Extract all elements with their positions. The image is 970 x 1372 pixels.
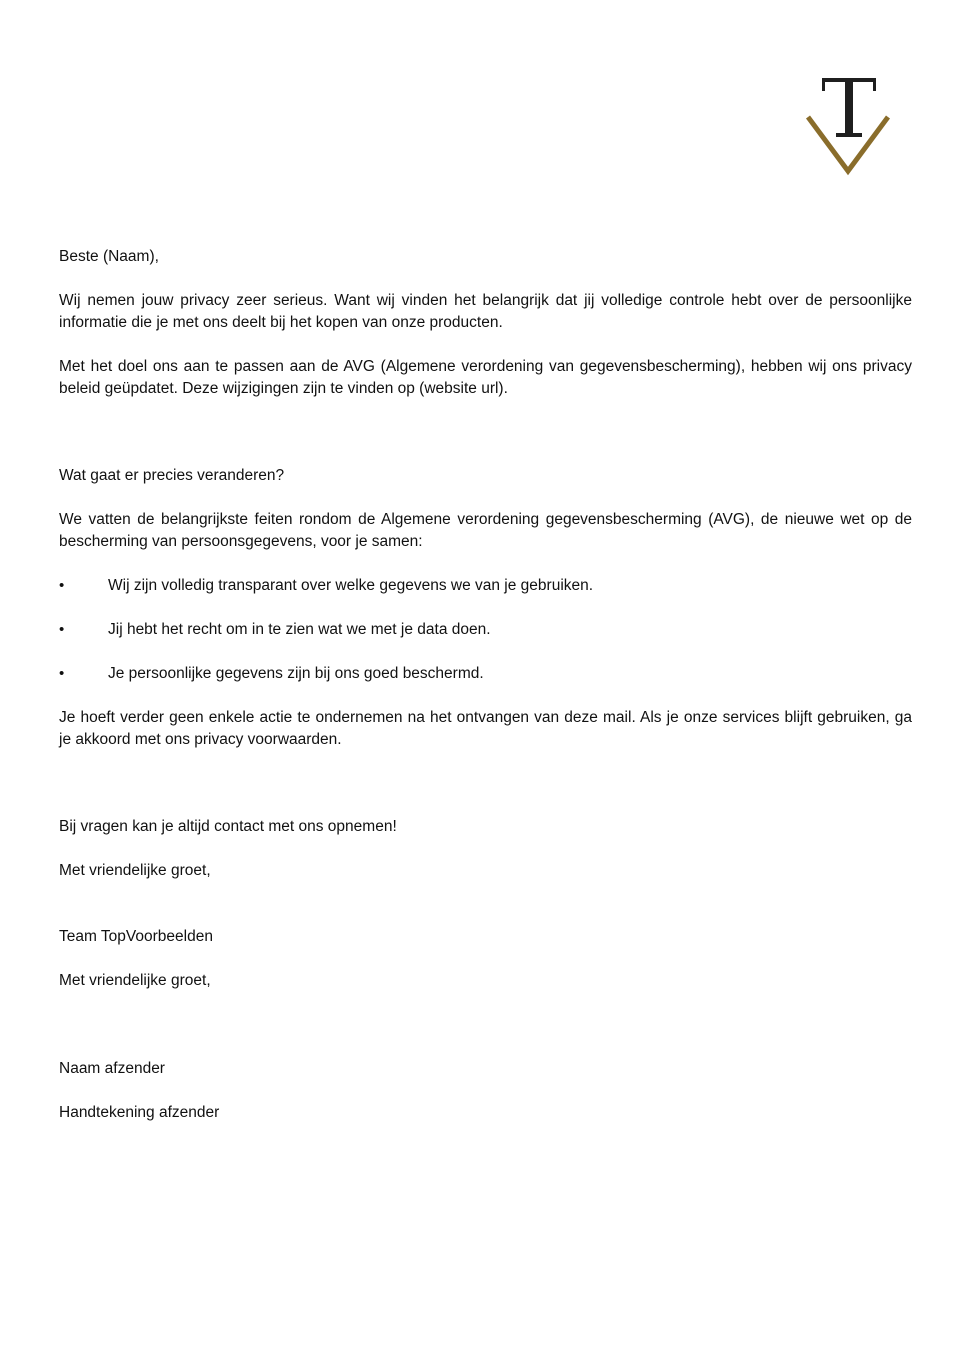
letter-body [59,246,912,1124]
intro-paragraph: Wij nemen jouw privacy zeer serieus. Want wij vinden het belangrijk dat jij volledige controle hebt over de persoonlijke informatie die je met ons deelt bij het kopen van onze producten. [59,292,912,331]
logo-t-foot [836,133,862,137]
contact-paragraph: Bij vragen kan je altijd contact met ons opnemen! [59,818,397,835]
list-item: • Jij hebt het recht om in te zien wat we met je data doen. [59,619,912,641]
list-item: • Wij zijn volledig transparant over welke gegevens we van je gebruiken. [59,575,912,597]
logo-t-serif-right [873,78,876,91]
logo-t-stem [845,80,853,136]
logo-t-serif-left [822,78,825,91]
tv-monogram-logo [800,72,896,176]
summary-intro-paragraph: We vatten de belangrijkste feiten rondom de Algemene verordening gegevensbescherming (AVG), de nieuwe wet op de bescherming van persoonsgegevens, voor je samen: [59,511,912,550]
team-name: Team TopVoorbeelden [59,928,213,945]
question-heading: Wat gaat er precies veranderen? [59,467,285,484]
sender-name: Naam afzender [59,1060,165,1077]
avg-update-paragraph: Met het doel ons aan te passen aan de AVG (Algemene verordening van gegevensbescherming), hebben wij ons privacy beleid geüpdatet. Deze wijzigingen zijn te vinden op (website url). [59,358,912,397]
closing-greeting: Met vriendelijke groet, [59,862,211,879]
closing-greeting-2: Met vriendelijke groet, [59,972,211,989]
no-action-paragraph: Je hoeft verder geen enkele actie te ondernemen na het ontvangen van deze mail. Als je onze services blijft gebruiken, ga je akkoord met ons privacy voorwaarden. [59,709,912,748]
sender-signature: Handtekening afzender [59,1104,220,1121]
facts-list [59,575,912,685]
list-item: • Je persoonlijke gegevens zijn bij ons goed beschermd. [59,663,912,685]
salutation: Beste (Naam), [59,248,159,265]
